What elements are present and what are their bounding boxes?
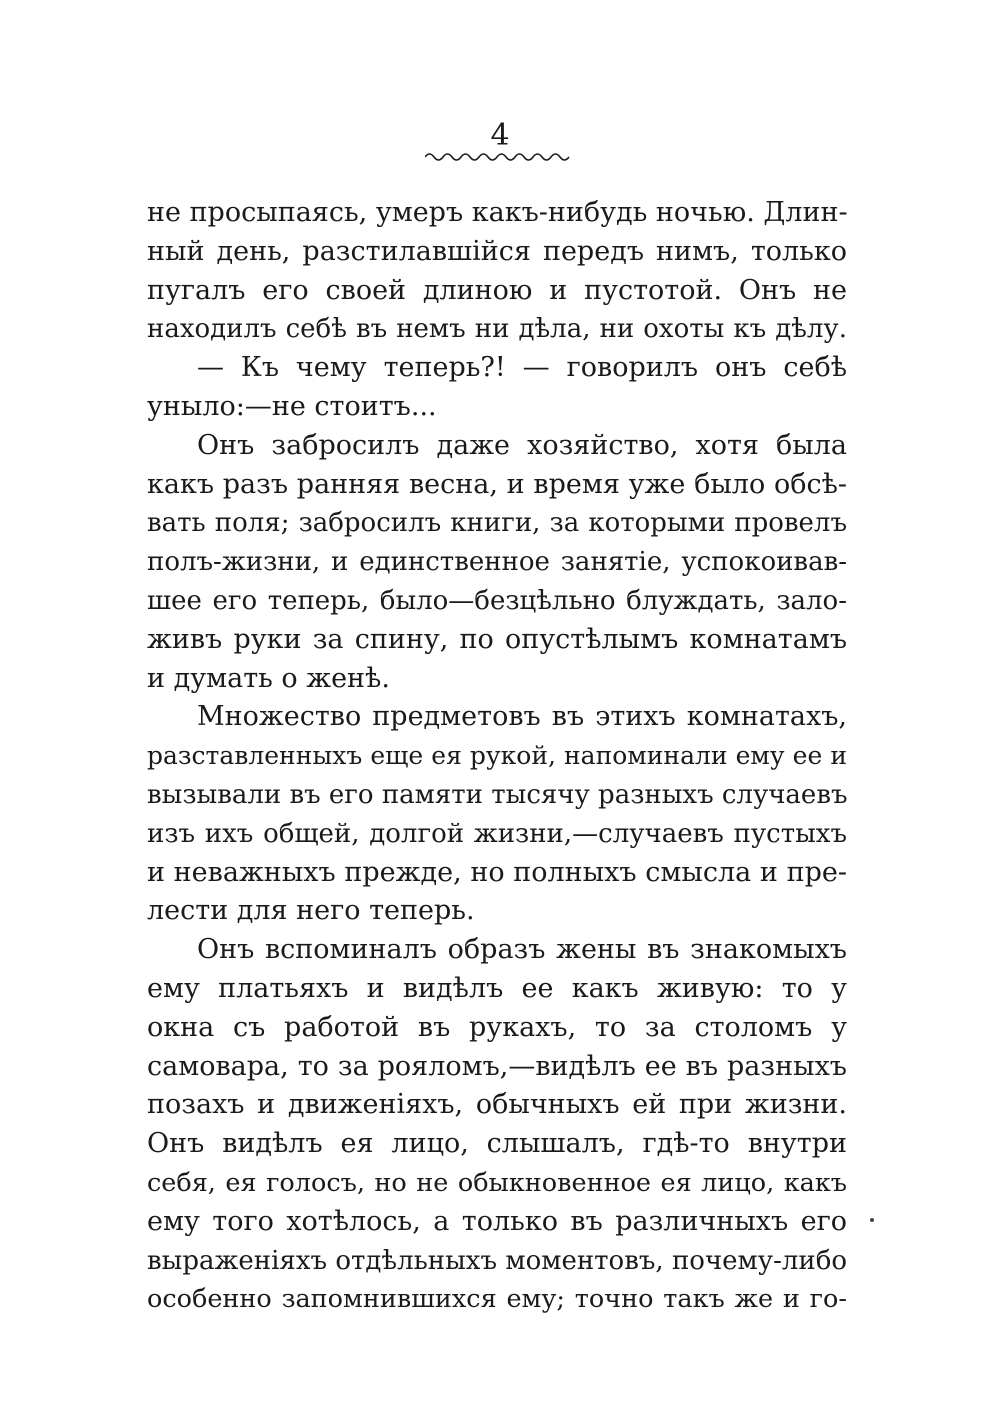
text-line: выраженіяхъ отдѣльныхъ моментовъ, почему-либо xyxy=(147,1245,847,1276)
text-line: вызывали въ его памяти тысячу разныхъ случаевъ xyxy=(147,779,848,810)
text-line: Онъ видѣлъ ея лицо, слышалъ, гдѣ-то внутри xyxy=(147,1128,847,1160)
text-line: полъ-жизни, и единственное занятіе, успокоивав- xyxy=(147,547,847,578)
text-line: изъ ихъ общей, долгой жизни,—случаевъ пустыхъ xyxy=(147,818,847,849)
text-line: особенно запомнившихся ему; точно такъ же и го- xyxy=(147,1284,847,1315)
text-line: позахъ и движеніяхъ, обычныхъ ей при жизни. xyxy=(147,1089,847,1121)
page-number: 4 xyxy=(490,118,510,153)
body-text xyxy=(147,194,847,1319)
text-line: шее его теперь, было—безцѣльно блуждать, зало- xyxy=(147,585,847,616)
text-line: разставленныхъ еще ея рукой, напоминали ему ее и xyxy=(147,741,847,771)
text-line: пугалъ его своей длиною и пустотой. Онъ не xyxy=(147,274,847,306)
text-line: и думать о женѣ. xyxy=(147,662,390,694)
text-line: самовара, то за рояломъ,—видѣлъ ее въ разныхъ xyxy=(147,1050,847,1082)
text-line: находилъ себѣ въ немъ ни дѣла, ни охоты къ дѣлу. xyxy=(147,314,847,345)
wavy-ornament xyxy=(425,150,570,164)
text-line: не просыпаясь, умеръ какъ-нибудь ночью. Длин- xyxy=(147,197,848,228)
text-line: живъ руки за спину, по опустѣлымъ комнатамъ xyxy=(147,623,847,655)
text-line: Онъ забросилъ даже хозяйство, хотя была xyxy=(197,429,847,461)
text-line: ему того хотѣлось, а только въ различныхъ его xyxy=(147,1205,847,1237)
text-line: окна съ работой въ рукахъ, то за столомъ у xyxy=(147,1011,847,1043)
text-line: уныло:—не стоитъ... xyxy=(147,390,437,422)
text-line: ему платьяхъ и видѣлъ ее какъ живую: то у xyxy=(147,972,847,1004)
text-line: лести для него теперь. xyxy=(147,895,475,927)
text-line: вать поля; забросилъ книги, за которыми провелъ xyxy=(147,508,847,539)
ink-speck xyxy=(870,1218,874,1222)
text-line: Онъ вспоминалъ образъ жены въ знакомыхъ xyxy=(197,934,847,966)
text-line: ный день, разстилавшійся передъ нимъ, только xyxy=(147,235,847,267)
text-line: и неважныхъ прежде, но полныхъ смысла и пре- xyxy=(147,856,847,888)
text-line: себя, ея голосъ, но не обыкновенное ея лицо, какъ xyxy=(147,1167,847,1198)
text-line: — Къ чему теперь?! — говорилъ онъ себѣ xyxy=(197,352,847,384)
text-line: Множество предметовъ въ этихъ комнатахъ, xyxy=(197,701,847,733)
text-line: какъ разъ ранняя весна, и время уже было обсѣ- xyxy=(147,468,847,500)
